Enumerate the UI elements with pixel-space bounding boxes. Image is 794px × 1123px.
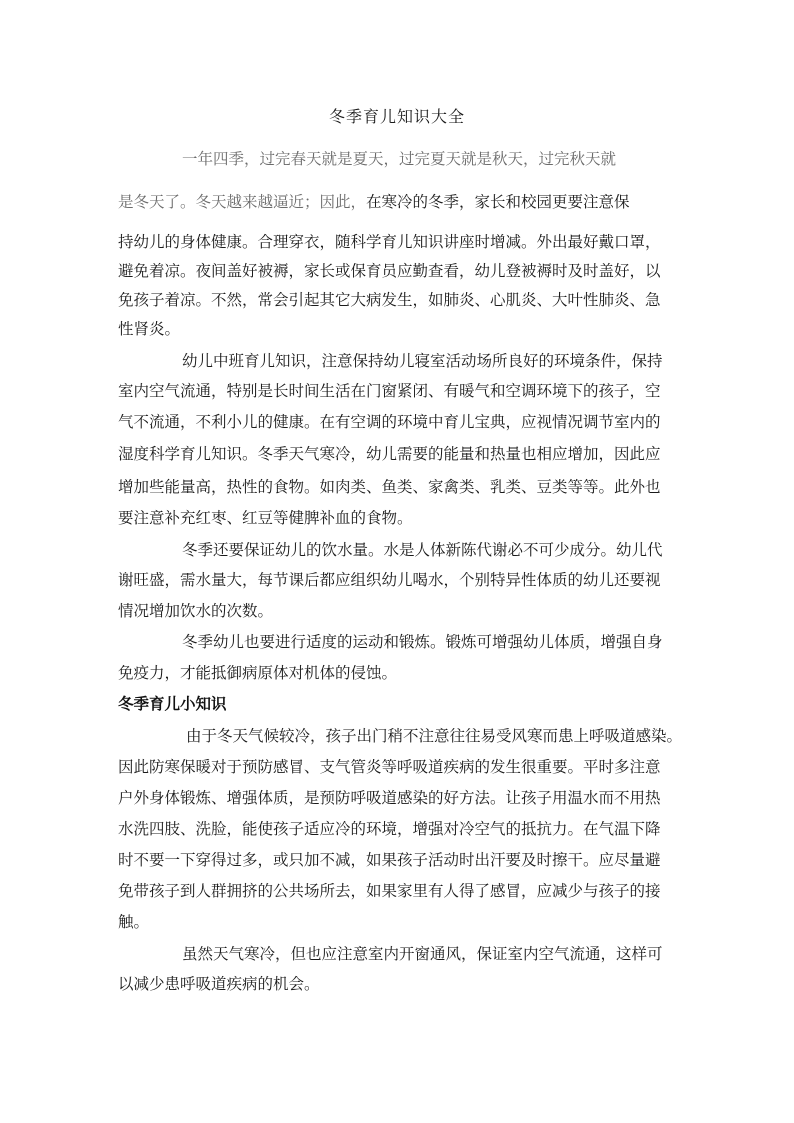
intro-line-1: 一年四季，过完春天就是夏天，过完夏天就是秋天，过完秋天就 <box>182 150 617 168</box>
p4-line-1: 冬季幼儿也要进行适度的运动和锻炼。锻炼可增强幼儿体质，增强自身 <box>182 633 663 651</box>
p1-line-2: 避免着凉。夜间盖好被褥，家长或保育员应勤查看，幼儿登被褥时及时盖好，以 <box>118 262 661 280</box>
p5-line-2: 因此防寒保暖对于预防感冒、支气管炎等呼吸道疾病的发生很重要。平时多注意 <box>118 758 661 776</box>
p2-line-1: 幼儿中班育儿知识，注意保持幼儿寝室活动场所良好的环境条件，保持 <box>182 352 663 370</box>
p6-line-1: 虽然天气寒冷，但也应注意室内开窗通风，保证室内空气流通，这样可 <box>182 945 663 963</box>
intro-line-2 <box>118 191 630 213</box>
p3-line-1: 冬季还要保证幼儿的饮水量。水是人体新陈代谢必不可少成分。幼儿代 <box>182 541 663 559</box>
p5-line-6: 免带孩子到人群拥挤的公共场所去，如果家里有人得了感冒，应减少与孩子的接 <box>118 882 661 900</box>
p2-line-4: 湿度科学育儿知识。冬季天气寒冷，幼儿需要的能量和热量也相应增加，因此应 <box>118 445 661 463</box>
section-heading: 冬季育儿小知识 <box>118 695 227 713</box>
p2-line-5: 增加些能量高，热性的食物。如肉类、鱼类、家禽类、乳类、豆类等等。此外也 <box>118 478 661 496</box>
p3-line-2: 谢旺盛，需水量大，每节课后都应组织幼儿喝水，个别特异性体质的幼儿还要视 <box>118 571 661 589</box>
p5-line-4: 水洗四肢、洗脸，能使孩子适应冷的环境，增强对冷空气的抵抗力。在气温下降 <box>118 820 661 838</box>
p2-line-2: 室内空气流通，特别是长时间生活在门窗紧闭、有暖气和空调环境下的孩子，空 <box>118 382 661 400</box>
page-title: 冬季育儿知识大全 <box>328 107 465 126</box>
p6-line-2: 以减少患呼吸道疾病的机会。 <box>118 975 320 993</box>
p5-line-7: 触。 <box>118 913 150 931</box>
p1-line-1: 持幼儿的身体健康。合理穿衣，随科学育儿知识讲座时增减。外出最好戴口罩， <box>118 233 661 251</box>
p1-line-3: 免孩子着凉。不然，常会引起其它大病发生，如肺炎、心肌炎、大叶性肺炎、急 <box>118 291 661 309</box>
p2-line-3: 气不流通，不利小儿的健康。在有空调的环境中育儿宝典，应视情况调节室内的 <box>118 413 661 431</box>
p4-line-2: 免疫力，才能抵御病原体对机体的侵蚀。 <box>118 664 398 682</box>
intro-line-2-end: 在寒冷的冬季，家长和校园更要注意保 <box>366 193 630 211</box>
p5-line-5: 时不要一下穿得过多，或只加不减，如果孩子活动时出汗要及时擦干。应尽量避 <box>118 851 661 869</box>
p3-line-3: 情况增加饮水的次数。 <box>118 602 274 620</box>
intro-line-2-start: 是冬天了。冬天越来越逼近；因此， <box>118 193 367 211</box>
p5-line-1: 由于冬天气候较冷，孩子出门稍不注意往往易受风寒而患上呼吸道感染。 <box>186 727 683 745</box>
p5-line-3: 户外身体锻炼、增强体质，是预防呼吸道感染的好方法。让孩子用温水而不用热 <box>118 789 661 807</box>
p1-line-4: 性肾炎。 <box>118 320 181 338</box>
p2-line-6: 要注意补充红枣、红豆等健脾补血的食物。 <box>118 509 413 527</box>
